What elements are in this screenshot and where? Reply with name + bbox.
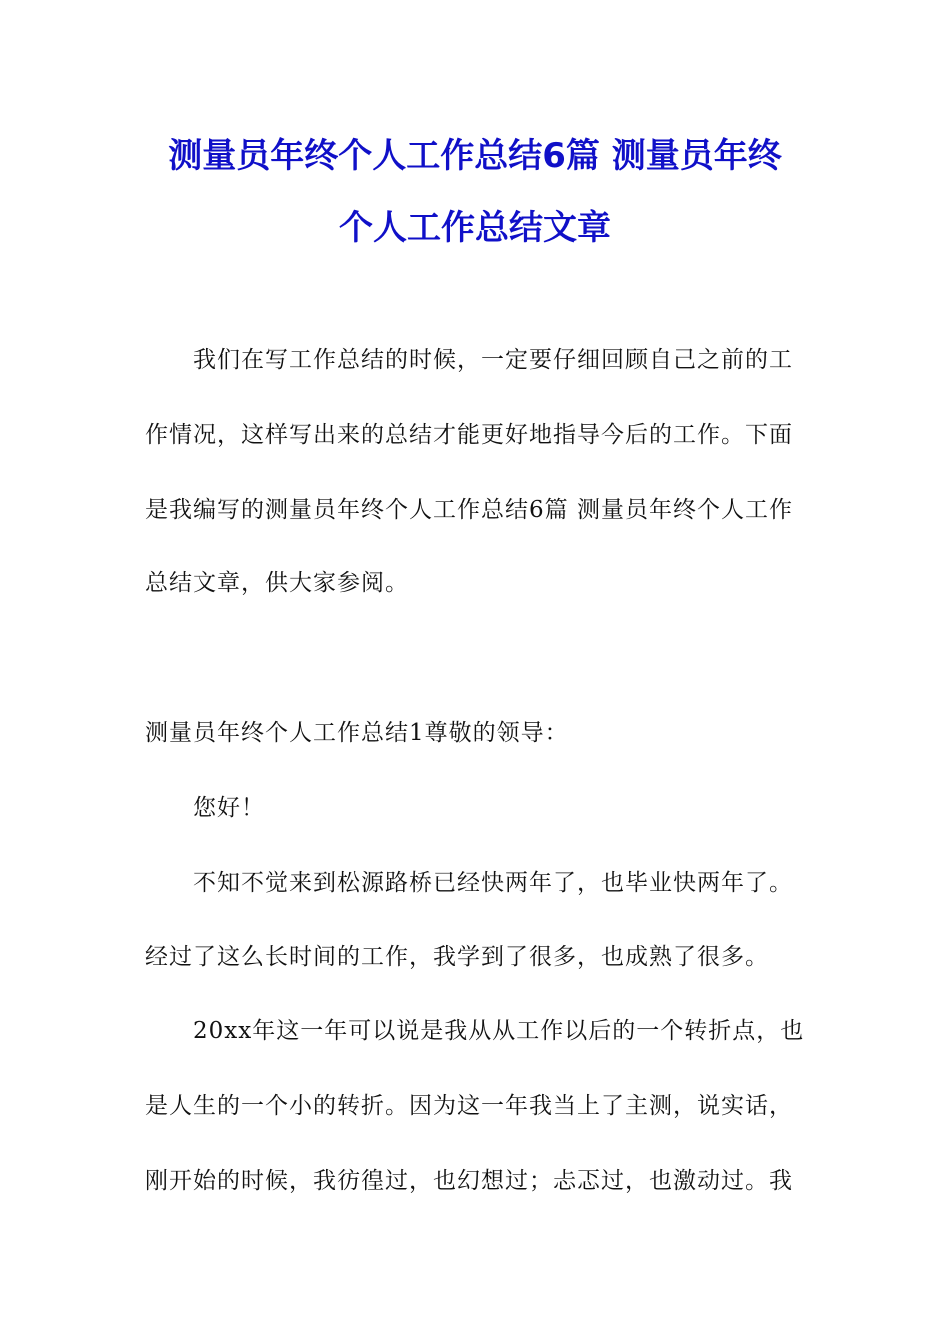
greeting-line: 您好！ — [193, 795, 265, 821]
paragraph-line: 作情况，这样写出来的总结才能更好地指导今后的工作。下面 — [145, 422, 793, 448]
paragraph-line: 是我编写的测量员年终个人工作总结6篇 测量员年终个人工作 — [145, 497, 793, 523]
section-heading-line: 测量员年终个人工作总结1尊敬的领导： — [145, 720, 569, 746]
paragraph-line: 不知不觉来到松源路桥已经快两年了，也毕业快两年了。 — [193, 870, 793, 896]
title-line-2: 个人工作总结文章 — [339, 208, 611, 248]
paragraph-line: 总结文章，供大家参阅。 — [145, 570, 409, 596]
document-title — [110, 120, 840, 264]
title-line-1: 测量员年终个人工作总结6篇 测量员年终 — [168, 136, 782, 176]
paragraph-line: 刚开始的时候，我彷徨过，也幻想过；忐忑过，也激动过。我 — [145, 1168, 793, 1194]
paragraph-line: 我们在写工作总结的时候，一定要仔细回顾自己之前的工 — [193, 347, 793, 373]
paragraph-line: 是人生的一个小的转折。因为这一年我当上了主测，说实话， — [145, 1093, 793, 1119]
paragraph-line: 20xx年这一年可以说是我从从工作以后的一个转折点，也 — [193, 1018, 805, 1044]
paragraph-line: 经过了这么长时间的工作，我学到了很多，也成熟了很多。 — [145, 944, 769, 970]
